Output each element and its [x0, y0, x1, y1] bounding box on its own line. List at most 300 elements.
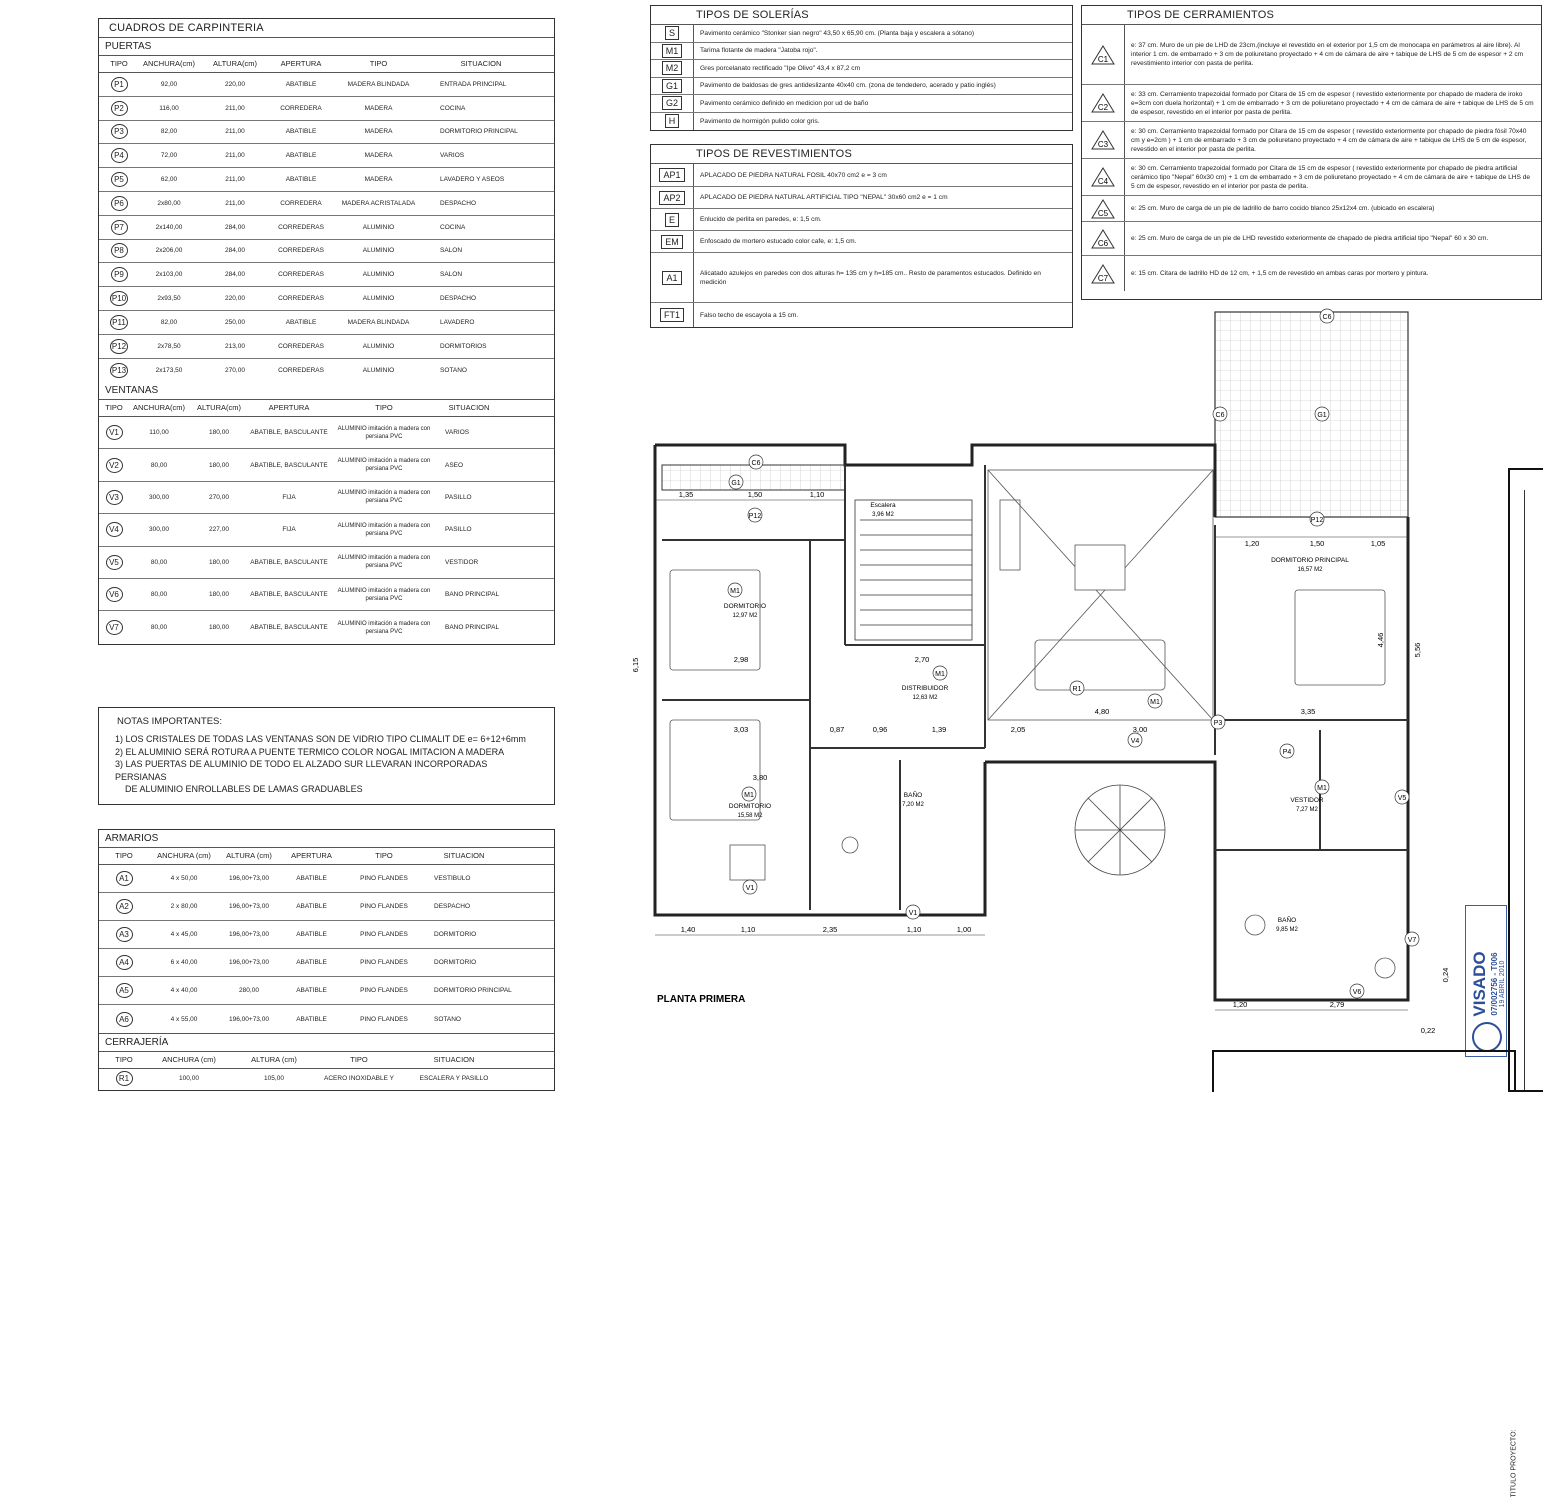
window-width: 80,00 — [150, 558, 168, 566]
ironwork-header-location: SITUACION — [433, 1055, 475, 1064]
door-location: COCINA — [440, 104, 466, 112]
door-location: DORMITORIO PRINCIPAL — [440, 128, 518, 136]
wardrobe-type: PINO FLANDES — [360, 959, 408, 966]
door-type: ALUMINIO — [362, 342, 395, 350]
door-code: P10 — [110, 291, 128, 306]
wardrobes-header-opening: APERTURA — [291, 851, 332, 860]
windows-header-location: SITUACION — [448, 403, 490, 412]
plan-tag: V1 — [745, 885, 755, 892]
note-line: 2) EL ALUMINIO SERÁ ROTURA A PUENTE TERMICO COLOR NOGAL IMITACION A MADERA — [115, 746, 505, 757]
enclosures-table — [1081, 5, 1542, 300]
note-line: 1) LOS CRISTALES DE TODAS LAS VENTANAS SON DE VIDRIO TIPO CLIMALIT DE e= 6+12+6mm — [115, 734, 526, 744]
table-row — [99, 449, 554, 481]
table-row — [99, 144, 554, 168]
table-row — [651, 187, 1072, 209]
room-name: DORMITORIO PRINCIPAL — [1271, 557, 1349, 564]
room-area: 12,97 M2 — [732, 613, 758, 619]
wardrobes-header-type: TIPO — [115, 851, 133, 860]
wardrobe-type: PINO FLANDES — [360, 875, 408, 882]
door-location: SALON — [440, 247, 463, 255]
table-row — [99, 311, 554, 335]
table-row — [1082, 159, 1541, 196]
door-type: ALUMINIO — [362, 247, 395, 255]
dimension-label: 1,39 — [931, 725, 947, 734]
table-row — [99, 865, 554, 893]
door-width: 82,00 — [160, 318, 178, 326]
wardrobe-height: 196,00+73,00 — [229, 959, 269, 966]
wardrobe-code-cell — [99, 871, 149, 886]
visado-label: VISADO — [1470, 951, 1489, 1017]
double-height-void — [988, 470, 1213, 720]
ironwork-code: R1 — [116, 1071, 133, 1086]
note-line: DE ALUMINIO ENROLLABLES DE LAMAS GRADUABLES — [125, 784, 363, 794]
table-row — [99, 216, 554, 240]
wardrobe-type: PINO FLANDES — [360, 903, 408, 910]
dimension-label: 0,87 — [829, 725, 845, 734]
enclosure-code: C5 — [1097, 208, 1109, 218]
table-row — [651, 43, 1072, 61]
door-width: 116,00 — [159, 104, 179, 112]
code-cell — [651, 113, 694, 131]
wardrobe-type: PINO FLANDES — [360, 987, 408, 994]
code-cell — [1082, 256, 1125, 291]
table-row — [99, 579, 554, 611]
window-opening: ABATIBLE, BASCULANTE — [250, 591, 328, 599]
code-description: APLACADO DE PIEDRA NATURAL FOSIL 40x70 cm2 e = 3 cm — [700, 171, 887, 179]
dimension-label: 1,20 — [1232, 1000, 1248, 1009]
window-code-cell — [99, 458, 129, 473]
plan-tag: V6 — [1352, 989, 1362, 996]
visado-date: 19 ABRIL 2010 — [1499, 960, 1506, 1008]
table-row — [99, 335, 554, 359]
code-label: M1 — [662, 44, 683, 58]
window-code: V1 — [106, 425, 123, 440]
room-name: BAÑO — [1277, 917, 1297, 924]
window-type: ALUMINIO imitación a madera con persiana PVC — [337, 555, 431, 570]
table-row — [99, 287, 554, 311]
door-width: 2x140,00 — [155, 223, 183, 231]
dimension-label: 3,00 — [1132, 725, 1148, 734]
door-code: P4 — [111, 148, 128, 163]
table-row — [99, 547, 554, 579]
table-row — [99, 359, 554, 383]
door-height: 211,00 — [225, 104, 245, 112]
code-description: Pavimento cerámico definido en medicion por ud de baño — [700, 99, 869, 107]
table-row — [1082, 122, 1541, 159]
dimension-label: 1,10 — [906, 925, 922, 934]
door-opening: CORREDERAS — [278, 366, 324, 374]
code-label: H — [665, 114, 680, 128]
wardrobe-height: 196,00+73,00 — [229, 1015, 269, 1023]
window-width: 300,00 — [149, 493, 169, 501]
enclosure-code: C2 — [1097, 103, 1109, 112]
doors-table — [98, 18, 555, 384]
table-row — [99, 417, 554, 449]
wardrobe-type: PINO FLANDES — [360, 1015, 408, 1023]
note-line: 3) LAS PUERTAS DE ALUMINIO DE TODO EL ALZADO SUR LLEVARAN INCORPORADAS PERSIANAS — [115, 759, 488, 782]
doors-header-kind: TIPO — [369, 59, 388, 68]
enclosure-code: C1 — [1097, 54, 1109, 64]
code-cell — [651, 164, 694, 186]
door-opening: CORREDERA — [280, 104, 322, 112]
doors-table-title: CUADROS DE CARPINTERIA — [99, 19, 554, 38]
door-width: 92,00 — [160, 80, 178, 88]
visado-stamp — [1465, 905, 1507, 1057]
window-width: 80,00 — [150, 591, 168, 599]
enclosure-triangle-icon — [1091, 229, 1115, 249]
door-location: LAVADERO Y ASEOS — [440, 176, 505, 184]
window-opening: ABATIBLE, BASCULANTE — [250, 461, 328, 469]
dimension-label: 6,15 — [631, 657, 640, 673]
table-row — [99, 1005, 554, 1033]
door-opening: ABATIBLE — [285, 80, 317, 88]
window-type: ALUMINIO imitación a madera con persiana PVC — [337, 587, 431, 602]
window-width: 300,00 — [149, 526, 169, 534]
ironwork-header-width: ANCHURA (cm) — [162, 1055, 216, 1064]
windows-header-opening: APERTURA — [268, 403, 310, 412]
door-height: 284,00 — [225, 271, 245, 279]
room-area: 3,96 M2 — [872, 512, 894, 518]
windows-table — [98, 382, 555, 645]
table-row — [1082, 85, 1541, 122]
dimension-label: 2,05 — [1010, 725, 1026, 734]
table-row — [1082, 222, 1541, 256]
enclosures-title: TIPOS DE CERRAMIENTOS — [1082, 6, 1541, 25]
visado-ref: 07/002756 - T006 — [1490, 952, 1499, 1016]
door-width: 2x103,00 — [155, 271, 183, 279]
window-height: 180,00 — [209, 624, 229, 632]
dimension-label: 3,80 — [752, 773, 768, 782]
code-label: AP1 — [659, 168, 684, 182]
door-opening: ABATIBLE — [285, 318, 317, 326]
window-height: 180,00 — [209, 461, 229, 469]
window-type: ALUMINIO imitación a madera con persiana PVC — [337, 522, 431, 537]
door-opening: CORREDERAS — [278, 295, 324, 303]
code-description: e: 30 cm. Cerramiento trapezoidal formado por Citara de 15 cm de espesor ( revestido exteriormente por chapado de piedra artificial cerámico tipo "Nepal" 60x30 cm) + 1 cm de embarrado + 3 cm de poliuretano proyectado + 4 cm de cámara de aire + tabique de LHS de 5 cm de espesor, revestido en el interior por pasta de perlita. — [1131, 164, 1531, 190]
plan-tag: V4 — [1130, 738, 1140, 745]
dimension-label: 0,22 — [1420, 1026, 1436, 1035]
code-cell — [1082, 122, 1125, 158]
plan-tag: R1 — [1072, 686, 1082, 693]
door-opening: CORREDERAS — [278, 271, 324, 279]
enclosure-code: C7 — [1097, 273, 1109, 283]
door-width: 62,00 — [160, 176, 178, 184]
window-location: VARIOS — [445, 429, 470, 437]
table-row — [651, 113, 1072, 131]
dimension-label: 1,10 — [809, 490, 825, 499]
door-height: 213,00 — [225, 342, 245, 350]
wardrobe-height: 196,00+73,00 — [229, 903, 269, 910]
window-code: V7 — [106, 620, 123, 635]
wardrobe-location: SOTANO — [434, 1015, 461, 1023]
windows-header-type: TIPO — [105, 403, 123, 412]
window-code: V4 — [106, 522, 123, 537]
table-row — [99, 893, 554, 921]
door-location: DORMITORIOS — [440, 342, 487, 350]
windows-subtitle: VENTANAS — [99, 382, 554, 400]
wardrobes-title: ARMARIOS — [99, 830, 554, 848]
window-code: V6 — [106, 587, 123, 602]
table-row — [99, 949, 554, 977]
code-label: G1 — [662, 79, 682, 93]
door-location: SOTANO — [440, 366, 467, 374]
table-row — [99, 482, 554, 514]
windows-header-row — [99, 400, 554, 417]
window-width: 110,00 — [149, 429, 169, 437]
plan-title: PLANTA PRIMERA — [657, 994, 746, 1005]
ironwork-header-height: ALTURA (cm) — [251, 1055, 297, 1064]
dimension-label: 1,00 — [956, 925, 972, 934]
plan-tag: M1 — [744, 792, 754, 799]
window-type: ALUMINIO imitación a madera con persiana PVC — [337, 620, 431, 635]
enclosure-triangle-icon — [1091, 45, 1115, 65]
window-location: PASILLO — [445, 526, 472, 534]
table-row — [651, 253, 1072, 303]
door-code: P8 — [111, 243, 128, 258]
dimension-label: 3,35 — [1300, 707, 1316, 716]
plan-tag: C6 — [1322, 314, 1332, 321]
table-row — [1082, 256, 1541, 291]
door-code: P11 — [110, 315, 128, 330]
window-height: 270,00 — [209, 493, 229, 501]
dimension-label: 0,96 — [872, 725, 888, 734]
door-type: MADERA BLINDADA — [347, 80, 410, 88]
dimension-label: 3,03 — [733, 725, 749, 734]
plan-tag: M1 — [730, 588, 740, 595]
window-location: VESTIDOR — [445, 558, 479, 566]
door-location: LAVADERO — [440, 318, 475, 326]
doors-header-location: SITUACION — [460, 59, 502, 68]
door-code-cell — [99, 243, 139, 258]
ironwork-kind: ACERO INOXIDABLE Y — [324, 1074, 394, 1082]
wardrobe-width: 4 x 40,00 — [170, 987, 198, 994]
claddings-title: TIPOS DE REVESTIMIENTOS — [651, 145, 1072, 164]
door-opening: ABATIBLE — [285, 152, 317, 160]
window-opening: FIJA — [282, 526, 296, 534]
door-code-cell — [99, 172, 139, 187]
wardrobe-opening: ABATIBLE — [296, 931, 327, 938]
dimension-label: 2,70 — [914, 655, 930, 664]
code-label: A1 — [662, 271, 681, 285]
dimension-label: 1,50 — [1309, 539, 1325, 548]
code-description: Falso techo de escayola a 15 cm. — [700, 311, 799, 319]
door-opening: CORREDERAS — [278, 223, 324, 231]
window-code-cell — [99, 490, 129, 505]
room-area: 7,20 M2 — [902, 802, 924, 808]
furniture — [670, 500, 1395, 978]
plan-tag: G1 — [731, 480, 741, 487]
window-opening: ABATIBLE, BASCULANTE — [250, 429, 328, 437]
wardrobe-location: DORMITORIO — [434, 931, 477, 938]
table-row — [1082, 196, 1541, 222]
code-cell — [651, 60, 694, 77]
dimension-label: 2,35 — [822, 925, 838, 934]
code-description: Enfoscado de mortero estucado color cafe, e: 1,5 cm. — [700, 238, 857, 245]
code-cell — [651, 253, 694, 302]
table-row — [99, 263, 554, 287]
ironwork-header-row — [99, 1052, 554, 1069]
door-width: 2x78,50 — [157, 342, 181, 350]
code-label: G2 — [662, 96, 682, 110]
door-code-cell — [99, 124, 139, 139]
door-code-cell — [99, 267, 139, 282]
door-location: VARIOS — [440, 152, 465, 160]
door-opening: ABATIBLE — [285, 176, 317, 184]
dimension-label: 1,40 — [680, 925, 696, 934]
ironwork-title: CERRAJERÍA — [99, 1033, 554, 1052]
door-width: 72,00 — [160, 152, 178, 160]
plan-tag: P12 — [748, 513, 762, 520]
code-cell — [1082, 159, 1125, 195]
doors-header-row — [99, 56, 554, 73]
plan-tag: V1 — [908, 910, 918, 917]
plan-tag: G1 — [1317, 412, 1327, 419]
wardrobe-location: DORMITORIO — [434, 959, 477, 966]
code-cell — [1082, 25, 1125, 84]
code-cell — [651, 95, 694, 112]
door-code-cell — [99, 77, 139, 92]
table-row — [1082, 25, 1541, 85]
code-description: Enlucido de perlita en paredes, e: 1,5 cm. — [700, 216, 822, 223]
door-height: 220,00 — [225, 80, 245, 88]
dimension-label: 1,35 — [678, 490, 694, 499]
door-type: ALUMINIO — [362, 366, 395, 374]
table-row — [99, 240, 554, 264]
door-height: 284,00 — [225, 247, 245, 255]
wardrobe-code: A4 — [116, 955, 133, 970]
code-description: Pavimento cerámico "Stonker sian negro" 43,50 x 65,90 cm. (Planta baja y escalera a sótano) — [700, 29, 975, 37]
important-notes — [98, 707, 555, 805]
ironwork-location: ESCALERA Y PASILLO — [419, 1074, 489, 1082]
code-cell — [651, 231, 694, 252]
windows-rows — [99, 417, 554, 644]
door-type: MADERA — [364, 152, 393, 160]
code-description: Tarima flotante de madera "Jatoba rojo". — [700, 47, 818, 55]
window-code-cell — [99, 522, 129, 537]
staircase — [855, 500, 972, 640]
code-label: AP2 — [659, 191, 684, 205]
window-type: ALUMINIO imitación a madera con persiana PVC — [337, 458, 431, 473]
wardrobe-width: 4 x 55,00 — [170, 1015, 198, 1023]
dimension-label: 1,50 — [747, 490, 763, 499]
wardrobes-header-width: ANCHURA (cm) — [157, 851, 211, 860]
plan-tag: V5 — [1397, 795, 1407, 802]
wardrobe-width: 6 x 40,00 — [170, 959, 198, 966]
table-row — [99, 977, 554, 1005]
dimension-label: 4,80 — [1094, 707, 1110, 716]
code-description: APLACADO DE PIEDRA NATURAL ARTIFICIAL TIPO "NEPAL" 30x60 cm2 e = 1 cm — [700, 194, 948, 201]
window-location: BAÑO PRINCIPAL — [445, 624, 500, 632]
door-code-cell — [99, 315, 139, 330]
window-code: V2 — [106, 458, 123, 473]
dimension-label: 2,98 — [733, 655, 749, 664]
door-type: ALUMINIO — [362, 295, 395, 303]
door-code: P9 — [111, 267, 128, 282]
code-label: E — [665, 213, 679, 227]
dimension-label: 1,10 — [740, 925, 756, 934]
door-code: P1 — [111, 77, 128, 92]
wardrobe-code: A1 — [116, 871, 133, 886]
wardrobe-opening: ABATIBLE — [296, 1015, 327, 1023]
door-code-cell — [99, 291, 139, 306]
window-width: 80,00 — [150, 624, 168, 632]
door-location: ENTRADA PRINCIPAL — [440, 80, 507, 88]
door-opening: CORREDERAS — [278, 342, 324, 350]
door-code-cell — [99, 148, 139, 163]
window-code-cell — [99, 620, 129, 635]
table-row — [651, 164, 1072, 187]
wardrobe-opening: ABATIBLE — [296, 959, 327, 966]
enclosure-code: C3 — [1097, 140, 1109, 149]
door-code: P3 — [111, 124, 128, 139]
enclosure-triangle-icon — [1091, 264, 1115, 284]
wardrobe-location: DORMITORIO PRINCIPAL — [434, 987, 512, 994]
room-area: 12,63 M2 — [912, 695, 938, 701]
code-cell — [651, 78, 694, 95]
wardrobe-code: A6 — [116, 1012, 133, 1027]
window-code-cell — [99, 425, 129, 440]
door-code-cell — [99, 220, 139, 235]
plan-tag: M1 — [1150, 699, 1160, 706]
door-width: 2x173,50 — [155, 366, 183, 374]
door-height: 211,00 — [225, 199, 245, 207]
room-area: 15,58 M2 — [737, 813, 763, 819]
ironwork-width: 100,00 — [179, 1074, 199, 1082]
window-height: 180,00 — [209, 591, 229, 599]
wardrobe-code: A2 — [116, 899, 133, 914]
enclosure-code: C6 — [1097, 238, 1109, 248]
table-row — [99, 168, 554, 192]
table-row — [651, 25, 1072, 43]
window-height: 227,00 — [209, 526, 229, 534]
table-row — [651, 209, 1072, 231]
terrace-tiled-area — [1215, 312, 1408, 517]
door-width: 82,00 — [160, 128, 178, 136]
floors-rows — [651, 25, 1072, 130]
dimension-label: 1,20 — [1244, 539, 1260, 548]
table-row — [651, 95, 1072, 113]
window-type: ALUMINIO imitación a madera con persiana PVC — [337, 490, 431, 505]
doors-header-width: ANCHURA(cm) — [142, 59, 196, 68]
table-row — [99, 192, 554, 216]
dimension-label: 2,79 — [1329, 1000, 1345, 1009]
ironwork-height: 105,00 — [264, 1074, 284, 1082]
wardrobes-rows — [99, 865, 554, 1033]
window-location: PASILLO — [445, 493, 472, 501]
seal-icon — [1472, 1022, 1502, 1052]
notes-title: NOTAS IMPORTANTES: — [117, 716, 223, 727]
room-name: Escalera — [870, 502, 896, 509]
plan-tag: M1 — [935, 671, 945, 678]
ironwork-header-kind: TIPO — [350, 1055, 368, 1064]
doors-rows — [99, 73, 554, 382]
tree-symbol — [1075, 785, 1165, 875]
door-height: 220,00 — [225, 295, 245, 303]
window-height: 180,00 — [209, 429, 229, 437]
wardrobe-code-cell — [99, 927, 149, 942]
code-description: e: 25 cm. Muro de carga de un pie de ladrillo de barro cocido blanco 25x12x4 cm. (ubicado en escalera) — [1131, 205, 1435, 212]
room-area: 9,85 M2 — [1276, 927, 1298, 933]
title-block-frame — [1508, 468, 1543, 1497]
window-location: ASEO — [445, 461, 464, 469]
doors-header-height: ALTURA(cm) — [212, 59, 258, 68]
door-code: P7 — [111, 220, 128, 235]
wardrobe-location: DESPACHO — [434, 903, 470, 910]
windows-header-kind: TIPO — [375, 403, 393, 412]
room-area: 16,57 M2 — [1297, 567, 1323, 573]
code-cell — [651, 43, 694, 60]
code-description: e: 37 cm. Muro de un pie de LHD de 23cm,(incluye el revestido en el exterior por 1,5 cm de monocapa en parámetros al aire libre). Al interior 1 cm. de embarrado + 3 cm de poliuretano proyectado + 4 cm de cámara de aire + tabique de LHS de 5 cm de espesor + 2 cm revestimiento interior con pasta de perlita. — [1131, 42, 1524, 67]
